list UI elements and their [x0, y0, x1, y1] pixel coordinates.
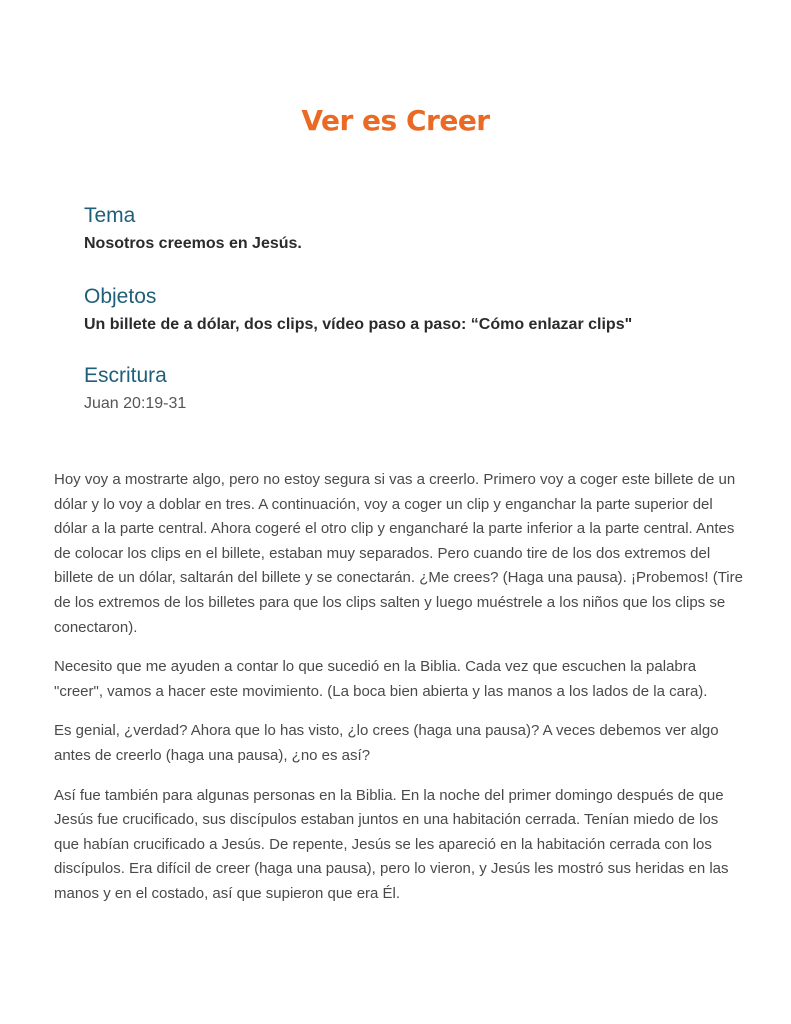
paragraph: Es genial, ¿verdad? Ahora que lo has visto, ¿lo crees (haga una pausa)? A veces debemos ver algo antes de creerlo (haga una pausa), ¿no es así?: [54, 722, 719, 764]
section-heading-escritura: Escritura: [84, 364, 167, 387]
paragraph: Hoy voy a mostrarte algo, pero no estoy segura si vas a creerlo. Primero voy a coger este billete de un dólar y lo voy a doblar en tres. A continuación, voy a coger un clip y enganchar la parte superior del dólar a la parte central. Ahora cogeré el otro clip y engancharé la parte inferior a la parte central. Antes de colocar los clips en el billete, estaban muy separados. Pero cuando tire de los dos extremos del billete de un dólar, saltarán del billete y se conectarán. ¿Me crees? (Haga una pausa). ¡Probemos! (Tire de los extremos de los billetes para que los clips salten y luego muéstrele a los niños que los clips se conectaron).: [54, 471, 743, 636]
section-objetos: [84, 284, 632, 336]
section-escritura: [84, 363, 186, 415]
section-text-objetos: Un billete de a dólar, dos clips, vídeo paso a paso: “Cómo enlazar clips": [84, 316, 633, 333]
section-text-escritura: Juan 20:19-31: [84, 395, 187, 412]
section-heading-tema: Tema: [84, 204, 136, 227]
paragraph: Así fue también para algunas personas en la Biblia. En la noche del primer domingo después de que Jesús fue crucificado, sus discípulos estaban juntos en una habitación cerrada. Tenían miedo de los que habían crucificado a Jesús. De repente, Jesús se les apareció en la habitación cerrada con los discípulos. Era difícil de creer (haga una pausa), pero lo vieron, y Jesús les mostró sus heridas en las manos y en el costado, así que supieron que era Él.: [54, 786, 729, 902]
section-text-tema: Nosotros creemos en Jesús.: [84, 235, 302, 252]
section-tema: [84, 203, 302, 255]
page-title: Ver es Creer: [301, 104, 490, 137]
section-heading-objetos: Objetos: [84, 285, 157, 308]
body-text: [54, 468, 744, 922]
paragraph: Necesito que me ayuden a contar lo que sucedió en la Biblia. Cada vez que escuchen la palabra "creer", vamos a hacer este movimiento. (La boca bien abierta y las manos a los lados de la cara).: [54, 658, 708, 700]
